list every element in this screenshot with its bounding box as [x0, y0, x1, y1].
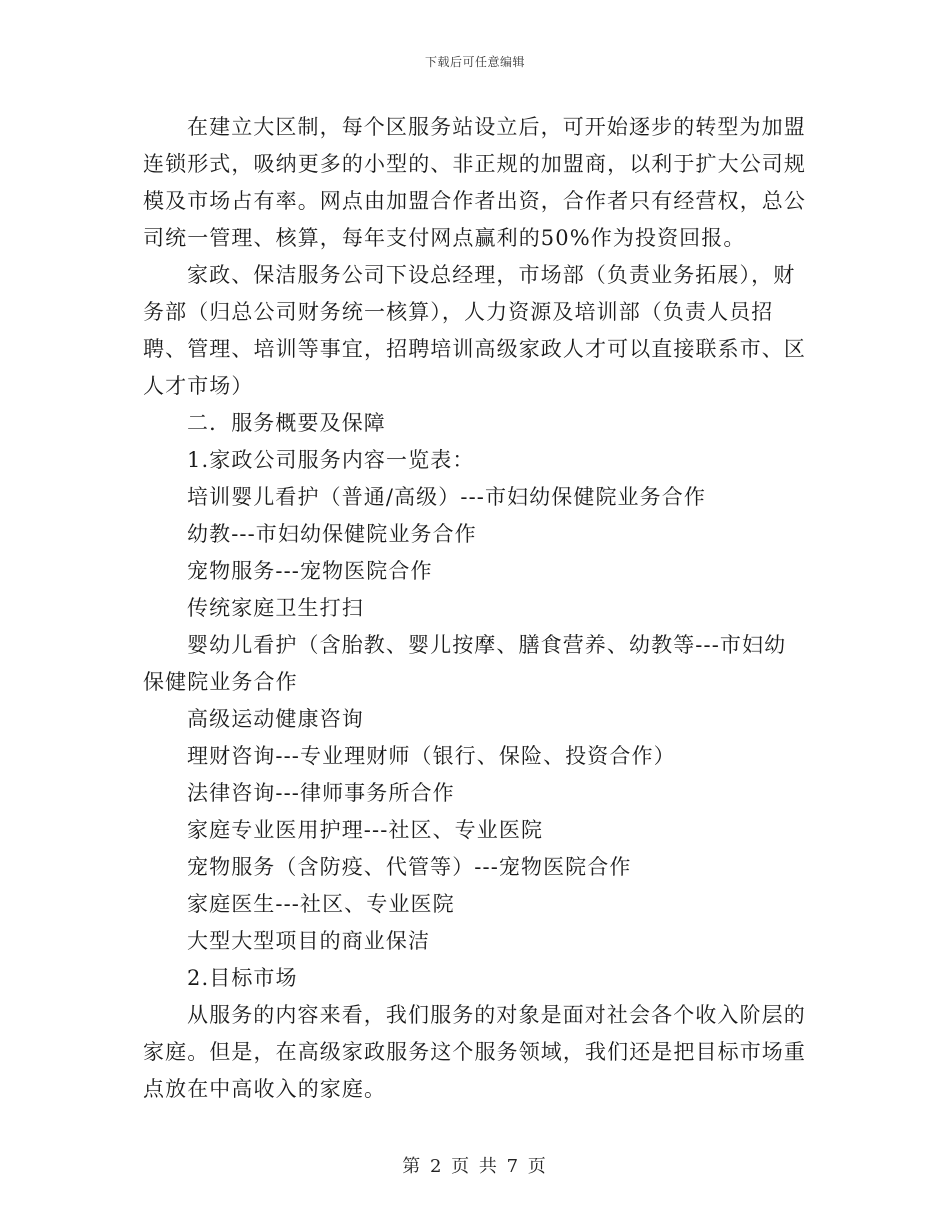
service-item: 幼教---市妇幼保健院业务合作 — [187, 522, 477, 546]
page-header-note: 下载后可任意编辑 — [424, 55, 525, 69]
service-item: 婴幼儿看护（含胎教、婴儿按摩、膳食营养、幼教等---市妇幼保健院业务合作 — [143, 633, 787, 694]
paragraph-target-market: 从服务的内容来看，我们服务的对象是面对社会各个收入阶层的家庭。但是，在高级家政服务这个服务领域，我们还是把目标市场重点放在中高收入的家庭。 — [143, 1003, 806, 1101]
service-item: 培训婴儿看护（普通/高级）---市妇幼保健院业务合作 — [187, 485, 706, 509]
service-item: 家庭专业医用护理---社区、专业医院 — [187, 818, 544, 842]
document-body — [143, 109, 808, 1108]
service-item: 传统家庭卫生打扫 — [187, 596, 364, 620]
service-item: 家庭医生---社区、专业医院 — [187, 892, 455, 916]
service-item: 高级运动健康咨询 — [187, 707, 364, 731]
service-item: 宠物服务（含防疫、代管等）---宠物医院合作 — [187, 855, 632, 879]
service-item: 宠物服务---宠物医院合作 — [187, 559, 433, 583]
page-number: 第 2 页 共 7 页 — [402, 1156, 548, 1177]
service-item: 理财咨询---专业理财师（银行、保险、投资合作） — [187, 744, 676, 768]
subsection-heading-target-market: 2.目标市场 — [187, 966, 298, 990]
service-item: 大型大型项目的商业保洁 — [187, 929, 431, 953]
subsection-heading-service-list: 1.家政公司服务内容一览表： — [187, 448, 475, 472]
paragraph-franchise: 在建立大区制，每个区服务站设立后，可开始逐步的转型为加盟连锁形式，吸纳更多的小型的、非正规的加盟商，以利于扩大公司规模及市场占有率。网点由加盟合作者出资，合作者只有经营权，总公司统一管理、核算，每年支付网点赢利的50%作为投资回报。 — [143, 115, 806, 250]
paragraph-organization: 家政、保洁服务公司下设总经理，市场部（负责业务拓展），财务部（归总公司财务统一核算），人力资源及培训部（负责人员招聘、管理、培训等事宜，招聘培训高级家政人才可以直接联系市、区人才市场） — [143, 263, 806, 398]
service-item: 法律咨询---律师事务所合作 — [187, 781, 455, 805]
section-heading-service-overview: 二．服务概要及保障 — [187, 411, 386, 435]
